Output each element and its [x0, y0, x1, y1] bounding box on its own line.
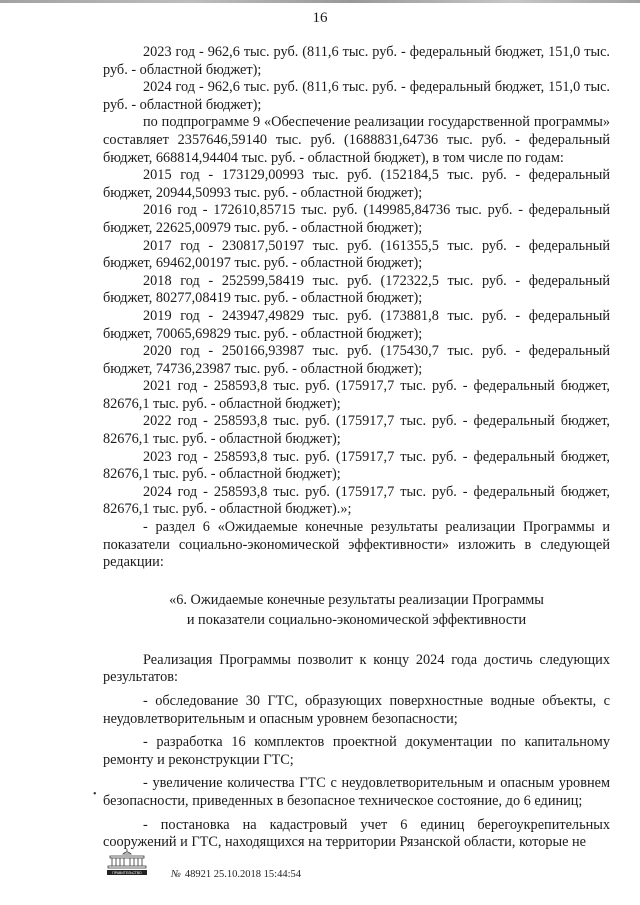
- logo-caption: ПРАВИТЕЛЬСТВО: [112, 871, 142, 876]
- paragraph: по подпрограмме 9 «Обеспечение реализации государственной программы» составляет 2357646,59140 тыс. руб. (1688831,64736 тыс. руб. - федеральный бюджет, 668814,94404 тыс. руб. - областной бюджет), в том числе по годам:: [103, 114, 610, 166]
- number-sign: №: [171, 869, 181, 880]
- paragraph: 2021 год - 258593,8 тыс. руб. (175917,7 тыс. руб. - федеральный бюджет, 82676,1 тыс. руб. - областной бюджет);: [103, 378, 610, 412]
- list-item: - постановка на кадастровый учет 6 единиц берегоукрепительных сооружений и ГТС, находящихся на территории Рязанской области, которые не: [103, 816, 610, 851]
- government-building-logo: [104, 848, 150, 876]
- list-item: - разработка 16 комплектов проектной документации по капитальному ремонту и реконструкции ГТС;: [103, 734, 610, 768]
- paragraph: 2019 год - 243947,49829 тыс. руб. (173881,8 тыс. руб. - федеральный бюджет, 70065,69829 тыс. руб. - областной бюджет);: [103, 307, 610, 342]
- list-item: - увеличение количества ГТС с неудовлетворительным и опасным уровнем безопасности, приведенных в безопасное техническое состояние, до 6 единиц;: [103, 775, 610, 809]
- paragraph: 2016 год - 172610,85715 тыс. руб. (149985,84736 тыс. руб. - федеральный бюджет, 22625,00979 тыс. руб. - областной бюджет);: [103, 202, 610, 236]
- paragraph: 2017 год - 230817,50197 тыс. руб. (161355,5 тыс. руб. - федеральный бюджет, 69462,00197 тыс. руб. - областной бюджет);: [103, 237, 610, 272]
- scan-edge: [0, 0, 640, 3]
- stamp-text: 48921 25.10.2018 15:44:54: [184, 869, 301, 880]
- paragraph: - раздел 6 «Ожидаемые конечные результаты реализации Программы и показатели социально-экономической эффективности» изложить в следующей редакции:: [103, 519, 610, 571]
- registration-stamp: [171, 869, 301, 880]
- paragraph: 2023 год - 962,6 тыс. руб. (811,6 тыс. руб. - федеральный бюджет, 151,0 тыс. руб. - областной бюджет);: [103, 44, 610, 78]
- page-number: 16: [312, 10, 328, 26]
- margin-mark: •: [93, 789, 97, 800]
- list-item: - обследование 30 ГТС, образующих поверхностные водные объекты, с неудовлетворительным и опасным уровнем безопасности;: [103, 693, 610, 727]
- paragraph: 2020 год - 250166,93987 тыс. руб. (175430,7 тыс. руб. - федеральный бюджет, 74736,23987 тыс. руб. - областной бюджет);: [103, 343, 610, 377]
- paragraph: 2018 год - 252599,58419 тыс. руб. (172322,5 тыс. руб. - федеральный бюджет, 80277,08419 тыс. руб. - областной бюджет);: [103, 272, 610, 307]
- paragraph: 2024 год - 962,6 тыс. руб. (811,6 тыс. руб. - федеральный бюджет, 151,0 тыс. руб. - областной бюджет);: [103, 79, 610, 113]
- section-heading: [103, 590, 610, 630]
- paragraph: 2022 год - 258593,8 тыс. руб. (175917,7 тыс. руб. - федеральный бюджет, 82676,1 тыс. руб. - областной бюджет);: [103, 413, 610, 448]
- section-heading-line: «6. Ожидаемые конечные результаты реализации Программы: [169, 591, 544, 608]
- section-heading-line: и показатели социально-экономической эффективности: [186, 611, 527, 628]
- paragraph: 2023 год - 258593,8 тыс. руб. (175917,7 тыс. руб. - федеральный бюджет, 82676,1 тыс. руб. - областной бюджет);: [103, 448, 610, 483]
- document-body: [103, 44, 610, 852]
- paragraph: 2024 год - 258593,8 тыс. руб. (175917,7 тыс. руб. - федеральный бюджет, 82676,1 тыс. руб. - областной бюджет).»;: [103, 483, 610, 518]
- paragraph: Реализация Программы позволит к концу 2024 года достичь следующих результатов:: [103, 651, 610, 686]
- paragraph: 2015 год - 173129,00993 тыс. руб. (152184,5 тыс. руб. - федеральный бюджет, 20944,50993 тыс. руб. - областной бюджет);: [103, 167, 610, 201]
